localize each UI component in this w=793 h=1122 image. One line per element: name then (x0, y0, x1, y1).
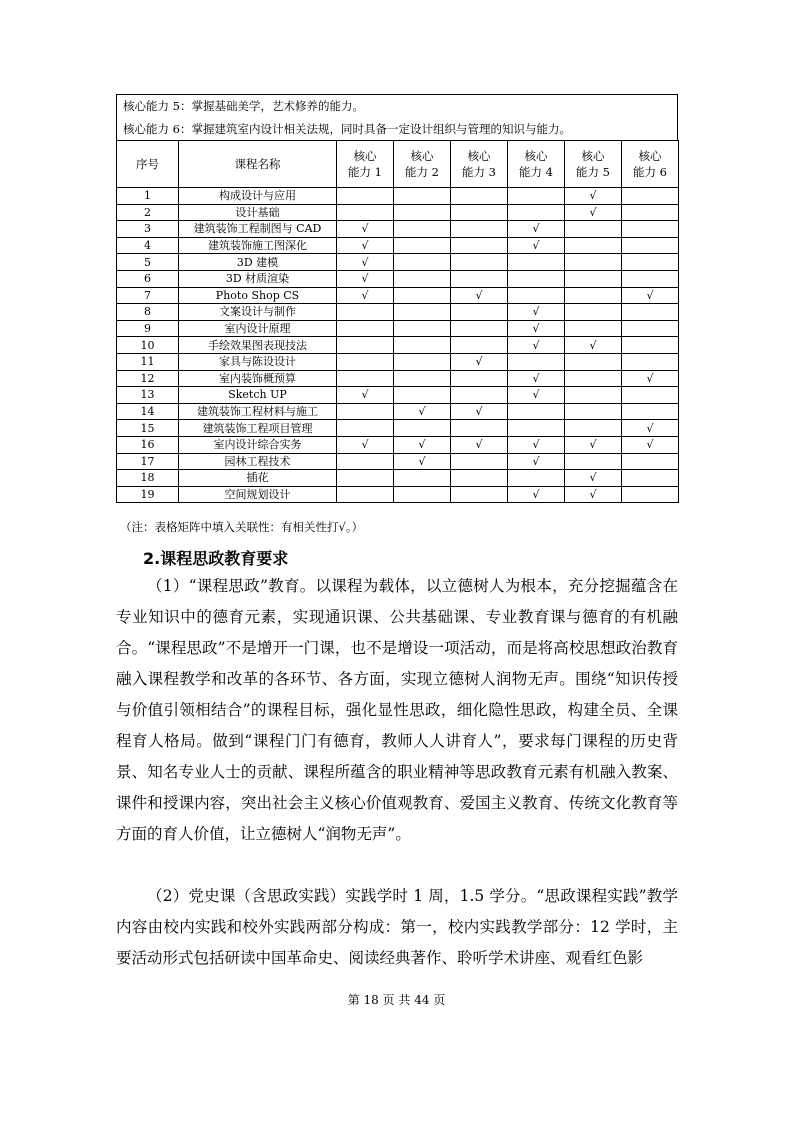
table-row (117, 287, 679, 304)
ability-1-cell (337, 353, 394, 370)
course-name: 室内设计原理 (179, 320, 337, 337)
ability-3-cell (451, 204, 508, 221)
check-mark: √ (361, 288, 369, 302)
row-number: 9 (117, 320, 179, 337)
ability-3-cell (451, 221, 508, 238)
ability-6-cell (622, 204, 679, 221)
check-mark: √ (475, 355, 483, 369)
ability-3-cell (451, 370, 508, 387)
ability-6-cell (622, 304, 679, 321)
check-mark: √ (646, 288, 654, 302)
ability-6-cell (622, 387, 679, 404)
ability-6-cell (622, 337, 679, 354)
course-name: 家具与陈设设计 (179, 353, 337, 370)
ability-5-cell (565, 403, 622, 420)
row-number: 17 (117, 453, 179, 470)
ability-5-cell (565, 254, 622, 271)
ability-6-cell (622, 188, 679, 205)
ability-1-cell (337, 486, 394, 503)
row-number: 12 (117, 370, 179, 387)
ability-3-cell (451, 188, 508, 205)
section-title: 2.课程思政教育要求 (143, 549, 289, 568)
ability-1-cell (337, 221, 394, 238)
ability-6-cell (622, 370, 679, 387)
course-name: 室内装饰概预算 (179, 370, 337, 387)
ability-5-cell (565, 453, 622, 470)
ability-1-cell (337, 287, 394, 304)
check-mark: √ (475, 288, 483, 302)
check-mark: √ (589, 338, 597, 352)
page-footer: 第 18 页 共 44 页 (347, 993, 446, 1007)
row-number: 7 (117, 287, 179, 304)
course-name: 建筑装饰施工图深化 (179, 237, 337, 254)
check-mark: √ (418, 405, 426, 419)
ability-5-cell (565, 436, 622, 453)
check-mark: √ (646, 371, 654, 385)
ability-3-cell (451, 420, 508, 437)
row-number: 4 (117, 237, 179, 254)
check-mark: √ (361, 222, 369, 236)
course-name: 插花 (179, 470, 337, 487)
check-mark: √ (589, 471, 597, 485)
header-ability-6: 核心 能力 6 (622, 141, 679, 188)
ability-1-cell (337, 387, 394, 404)
ability-3-cell (451, 353, 508, 370)
course-name: 建筑装饰工程项目管理 (179, 420, 337, 437)
check-mark: √ (418, 438, 426, 452)
row-number: 15 (117, 420, 179, 437)
check-mark: √ (532, 222, 540, 236)
check-mark: √ (646, 438, 654, 452)
ability-2-cell (394, 221, 451, 238)
check-mark: √ (589, 438, 597, 452)
ability-5-cell (565, 287, 622, 304)
table-row (117, 420, 679, 437)
header-ability-4: 核心 能力 4 (508, 141, 565, 188)
row-number: 19 (117, 486, 179, 503)
check-mark: √ (418, 454, 426, 468)
ability-6-cell (622, 453, 679, 470)
row-number: 16 (117, 436, 179, 453)
table-note: （注：表格矩阵中填入关联性：有相关性打√。） (120, 520, 364, 534)
check-mark: √ (589, 487, 597, 501)
ability-3-cell (451, 337, 508, 354)
check-mark: √ (532, 454, 540, 468)
header-no: 序号 (117, 141, 179, 188)
ability-2-cell (394, 237, 451, 254)
ability-1-cell (337, 304, 394, 321)
ability-1-cell (337, 237, 394, 254)
course-name: 室内设计综合实务 (179, 436, 337, 453)
ability-5-cell (565, 320, 622, 337)
ability-4-cell (508, 204, 565, 221)
ability-4-cell (508, 221, 565, 238)
ability-5-cell (565, 221, 622, 238)
row-number: 13 (117, 387, 179, 404)
course-name: 设计基础 (179, 204, 337, 221)
ability-1-cell (337, 320, 394, 337)
course-name: Sketch UP (179, 387, 337, 404)
table-row (117, 353, 679, 370)
ability-4-cell (508, 470, 565, 487)
table-row (117, 320, 679, 337)
ability-2-cell (394, 270, 451, 287)
ability-3-cell (451, 403, 508, 420)
header-course-name: 课程名称 (179, 141, 337, 188)
ability-3-cell (451, 287, 508, 304)
ability-2-cell (394, 370, 451, 387)
table-row (117, 204, 679, 221)
row-number: 14 (117, 403, 179, 420)
header-ability-2: 核心 能力 2 (394, 141, 451, 188)
ability-6-cell (622, 436, 679, 453)
table-row (117, 470, 679, 487)
check-mark: √ (361, 255, 369, 269)
ability-2-cell (394, 470, 451, 487)
paragraph-party-history: （2）党史课（含思政实践）实践学时 1 周，1.5 学分。“思政课程实践”教学内容由校内实践和校外实践两部分构成：第一，校内实践教学部分：12 学时，主要活动形式包括研读中国革命史、阅读经典著作、聆听学术讲座、观看红色影 (116, 887, 678, 967)
ability-3-cell (451, 270, 508, 287)
table-row (117, 403, 679, 420)
ability-1-cell (337, 370, 394, 387)
ability-4-cell (508, 387, 565, 404)
ability-3-cell (451, 453, 508, 470)
paragraph-course-ideology: （1）“课程思政”教育。以课程为载体，以立德树人为根本，充分挖掘蕴含在专业知识中的德育元素，实现通识课、公共基础课、专业教育课与德育的有机融合。“课程思政”不是增开一门课，也不是增设一项活动，而是将高校思想政治教育融入课程教学和改革的各环节、各方面，实现立德树人润物无声。围绕“知识传授与价值引领相结合”的课程目标，强化显性思政，细化隐性思政，构建全员、全课程育人格局。做到“课程门门有德育，教师人人讲育人”，要求每门课程的历史背景、知名专业人士的贡献、课程所蕴含的职业精神等思政教育元素有机融入教案、课件和授课内容，突出社会主义核心价值观教育、爱国主义教育、传统文化教育等方面的育人价值，让立德树人“润物无声”。 (116, 577, 678, 843)
ability-2-cell (394, 204, 451, 221)
core-ability-5: 核心能力 5：掌握基础美学，艺术修养的能力。 (123, 99, 364, 113)
course-name: 空间规划设计 (179, 486, 337, 503)
ability-6-cell (622, 470, 679, 487)
table-row (117, 486, 679, 503)
course-name: 3D 建模 (179, 254, 337, 271)
row-number: 8 (117, 304, 179, 321)
ability-6-cell (622, 403, 679, 420)
table-row (117, 337, 679, 354)
check-mark: √ (532, 322, 540, 336)
ability-5-cell (565, 237, 622, 254)
ability-6-cell (622, 320, 679, 337)
course-name: 构成设计与应用 (179, 188, 337, 205)
ability-6-cell (622, 221, 679, 238)
ability-2-cell (394, 486, 451, 503)
ability-2-cell (394, 320, 451, 337)
ability-1-cell (337, 204, 394, 221)
check-mark: √ (361, 239, 369, 253)
ability-6-cell (622, 237, 679, 254)
table-row (117, 387, 679, 404)
ability-3-cell (451, 436, 508, 453)
check-mark: √ (532, 239, 540, 253)
course-name: 建筑装饰工程材料与施工 (179, 403, 337, 420)
table-row (117, 254, 679, 271)
ability-2-cell (394, 436, 451, 453)
header-ability-5: 核心 能力 5 (565, 141, 622, 188)
table-row (117, 270, 679, 287)
ability-5-cell (565, 337, 622, 354)
ability-1-cell (337, 337, 394, 354)
ability-2-cell (394, 254, 451, 271)
ability-1-cell (337, 453, 394, 470)
ability-4-cell (508, 304, 565, 321)
ability-5-cell (565, 304, 622, 321)
ability-3-cell (451, 237, 508, 254)
ability-4-cell (508, 453, 565, 470)
ability-4-cell (508, 320, 565, 337)
ability-1-cell (337, 436, 394, 453)
ability-5-cell (565, 470, 622, 487)
ability-3-cell (451, 320, 508, 337)
check-mark: √ (532, 371, 540, 385)
row-number: 3 (117, 221, 179, 238)
table-body (117, 188, 679, 503)
check-mark: √ (475, 405, 483, 419)
ability-2-cell (394, 353, 451, 370)
ability-5-cell (565, 270, 622, 287)
ability-4-cell (508, 436, 565, 453)
ability-4-cell (508, 287, 565, 304)
ability-2-cell (394, 453, 451, 470)
ability-2-cell (394, 188, 451, 205)
ability-2-cell (394, 403, 451, 420)
header-ability-3: 核心 能力 3 (451, 141, 508, 188)
check-mark: √ (361, 272, 369, 286)
row-number: 5 (117, 254, 179, 271)
course-name: 手绘效果图表现技法 (179, 337, 337, 354)
ability-4-cell (508, 370, 565, 387)
course-name: 3D 材质渲染 (179, 270, 337, 287)
ability-1-cell (337, 420, 394, 437)
course-name: Photo Shop CS (179, 287, 337, 304)
ability-6-cell (622, 254, 679, 271)
ability-5-cell (565, 387, 622, 404)
ability-2-cell (394, 304, 451, 321)
table-row (117, 221, 679, 238)
course-name: 文案设计与制作 (179, 304, 337, 321)
check-mark: √ (589, 205, 597, 219)
check-mark: √ (361, 388, 369, 402)
check-mark: √ (532, 305, 540, 319)
course-name: 建筑装饰工程制图与 CAD (179, 221, 337, 238)
check-mark: √ (646, 421, 654, 435)
course-name: 园林工程技术 (179, 453, 337, 470)
ability-2-cell (394, 287, 451, 304)
ability-3-cell (451, 304, 508, 321)
ability-6-cell (622, 287, 679, 304)
check-mark: √ (532, 487, 540, 501)
header-ability-1: 核心 能力 1 (337, 141, 394, 188)
ability-1-cell (337, 470, 394, 487)
ability-4-cell (508, 353, 565, 370)
ability-5-cell (565, 370, 622, 387)
ability-3-cell (451, 387, 508, 404)
ability-3-cell (451, 254, 508, 271)
row-number: 18 (117, 470, 179, 487)
ability-2-cell (394, 420, 451, 437)
table-row (117, 453, 679, 470)
table-row (117, 188, 679, 205)
core-ability-descriptions (116, 94, 678, 141)
ability-4-cell (508, 337, 565, 354)
row-number: 2 (117, 204, 179, 221)
ability-4-cell (508, 403, 565, 420)
ability-4-cell (508, 486, 565, 503)
ability-1-cell (337, 254, 394, 271)
ability-1-cell (337, 403, 394, 420)
ability-5-cell (565, 188, 622, 205)
check-mark: √ (589, 189, 597, 203)
check-mark: √ (532, 338, 540, 352)
ability-2-cell (394, 337, 451, 354)
ability-6-cell (622, 420, 679, 437)
ability-4-cell (508, 420, 565, 437)
ability-4-cell (508, 254, 565, 271)
check-mark: √ (475, 438, 483, 452)
row-number: 11 (117, 353, 179, 370)
ability-5-cell (565, 420, 622, 437)
row-number: 6 (117, 270, 179, 287)
ability-5-cell (565, 486, 622, 503)
course-ability-matrix (116, 140, 679, 503)
table-row (117, 370, 679, 387)
ability-5-cell (565, 204, 622, 221)
check-mark: √ (532, 388, 540, 402)
ability-2-cell (394, 387, 451, 404)
ability-6-cell (622, 270, 679, 287)
ability-1-cell (337, 188, 394, 205)
check-mark: √ (532, 438, 540, 452)
ability-4-cell (508, 237, 565, 254)
ability-4-cell (508, 188, 565, 205)
table-row (117, 304, 679, 321)
ability-3-cell (451, 486, 508, 503)
ability-1-cell (337, 270, 394, 287)
ability-6-cell (622, 486, 679, 503)
table-header-row (117, 141, 679, 188)
table-row (117, 436, 679, 453)
table-row (117, 237, 679, 254)
check-mark: √ (361, 438, 369, 452)
row-number: 10 (117, 337, 179, 354)
ability-6-cell (622, 353, 679, 370)
core-ability-6: 核心能力 6：掌握建筑室内设计相关法规，同时具备一定设计组织与管理的知识与能力。 (123, 122, 571, 136)
ability-5-cell (565, 353, 622, 370)
ability-4-cell (508, 270, 565, 287)
ability-3-cell (451, 470, 508, 487)
row-number: 1 (117, 188, 179, 205)
